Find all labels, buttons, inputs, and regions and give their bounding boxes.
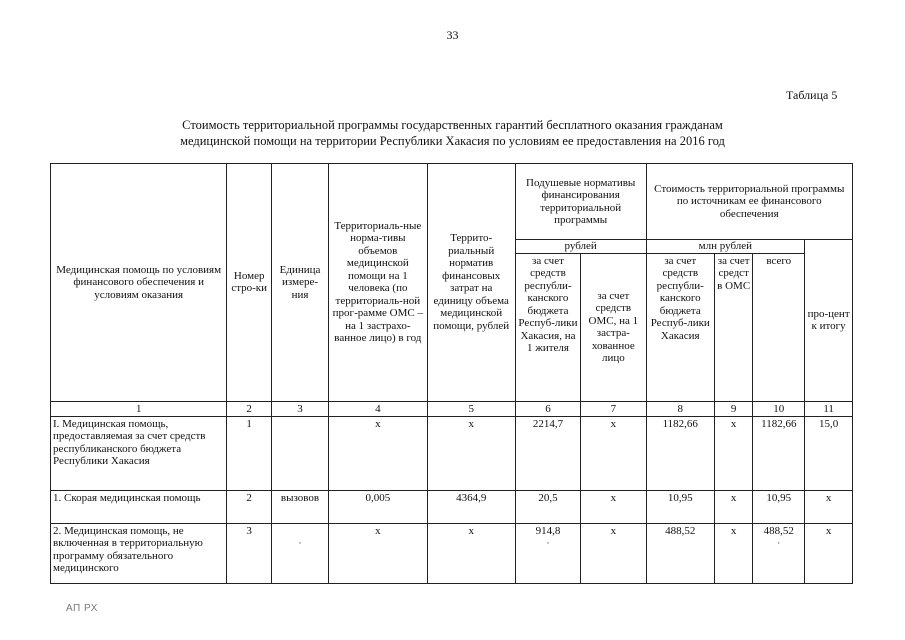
page-number: 33 — [446, 28, 459, 42]
row-name: I. Медицинская помощь, предоставляемая за счет средств республиканского бюджета Республики Хакасия — [51, 416, 227, 490]
header-care-type: Медицинская помощь по условиям финансового обеспечения и условиям оказания — [51, 164, 227, 402]
header-per-capita-group: Подушевые нормативы финансирования территориальной программы — [515, 164, 646, 240]
column-number: 4 — [329, 401, 428, 416]
header-pc-budget: за счет средств республи-канского бюджета Респуб-лики Хакасия, на 1 жителя — [515, 253, 580, 401]
table-row — [51, 416, 853, 490]
row-pc-budget: 914,8 · — [515, 523, 580, 583]
footer-mark: АП РХ — [66, 603, 98, 614]
row-percent: x — [805, 523, 853, 583]
title-line: медицинской помощи на территории Республики Хакасия по условиям ее предоставления на 2016 год — [180, 134, 725, 148]
row-cost-oms: x — [714, 416, 752, 490]
row-cost-oms: x — [714, 490, 752, 523]
column-number: 1 — [51, 401, 227, 416]
row-cost-norm: 4364,9 — [427, 490, 515, 523]
row-percent: x — [805, 490, 853, 523]
row-unit: · — [271, 523, 328, 583]
row-name: 2. Медицинская помощь, не включенная в территориальную программу обязательного медицинского — [51, 523, 227, 583]
row-pc-oms: x — [581, 416, 646, 490]
row-cost-norm: x — [427, 523, 515, 583]
header-cost-total: всего — [753, 253, 805, 401]
table-label: Таблица 5 — [786, 88, 838, 102]
column-number: 8 — [646, 401, 714, 416]
row-cost-budget: 1182,66 — [646, 416, 714, 490]
table-row — [51, 490, 853, 523]
header-volume-norm: Территориаль-ные норма-тивы объемов медицинской помощи на 1 человека (по территориаль-ной прог-рамме ОМС – на 1 застрахо-ванное лицо) в год — [329, 164, 428, 402]
row-cost-total: 10,95 — [753, 490, 805, 523]
row-unit: вызовов — [271, 490, 328, 523]
document-title — [60, 117, 845, 149]
row-number: 2 — [227, 490, 272, 523]
cost-table-container — [50, 163, 853, 584]
row-volume: x — [329, 523, 428, 583]
row-pc-oms: x — [581, 490, 646, 523]
header-pc-oms: за счет средств ОМС, на 1 застра-хованное лицо — [581, 253, 646, 401]
column-number: 9 — [714, 401, 752, 416]
row-unit — [271, 416, 328, 490]
header-cost-budget: за счет средств республи-канского бюджета Респуб-лики Хакасия — [646, 253, 714, 401]
row-cost-budget: 10,95 — [646, 490, 714, 523]
cost-table — [50, 163, 853, 584]
column-number: 10 — [753, 401, 805, 416]
row-cost-budget: 488,52 — [646, 523, 714, 583]
column-number-row — [51, 401, 853, 416]
row-volume: 0,005 — [329, 490, 428, 523]
row-pc-budget: 2214,7 — [515, 416, 580, 490]
row-cost-oms: x — [714, 523, 752, 583]
row-name: 1. Скорая медицинская помощь — [51, 490, 227, 523]
header-row-number: Номер стро-ки — [227, 164, 272, 402]
column-number: 2 — [227, 401, 272, 416]
table-row — [51, 523, 853, 583]
row-percent: 15,0 — [805, 416, 853, 490]
header-cost-norm: Террито-риальный норматив финансовых затрат на единицу объема медицинской помощи, рублей — [427, 164, 515, 402]
column-number: 3 — [271, 401, 328, 416]
header-cost-oms: за счет средст в ОМС — [714, 253, 752, 401]
title-line: Стоимость территориальной программы государственных гарантий бесплатного оказания гражданам — [182, 118, 723, 132]
row-volume: x — [329, 416, 428, 490]
header-unit-mln: млн рублей — [646, 240, 805, 254]
row-cost-total: 1182,66 — [753, 416, 805, 490]
row-number: 1 — [227, 416, 272, 490]
header-cost-group: Стоимость территориальной программы по источникам ее финансового обеспечения — [646, 164, 852, 240]
row-number: 3 — [227, 523, 272, 583]
header-unit: Единица измере-ния — [271, 164, 328, 402]
row-pc-oms: x — [581, 523, 646, 583]
column-number: 6 — [515, 401, 580, 416]
header-unit-rubles: рублей — [515, 240, 646, 254]
row-cost-total: 488,52 · — [753, 523, 805, 583]
column-number: 5 — [427, 401, 515, 416]
row-cost-norm: x — [427, 416, 515, 490]
header-percent: про-цент к итогу — [805, 240, 853, 402]
column-number: 7 — [581, 401, 646, 416]
column-number: 11 — [805, 401, 853, 416]
row-pc-budget: 20,5 — [515, 490, 580, 523]
